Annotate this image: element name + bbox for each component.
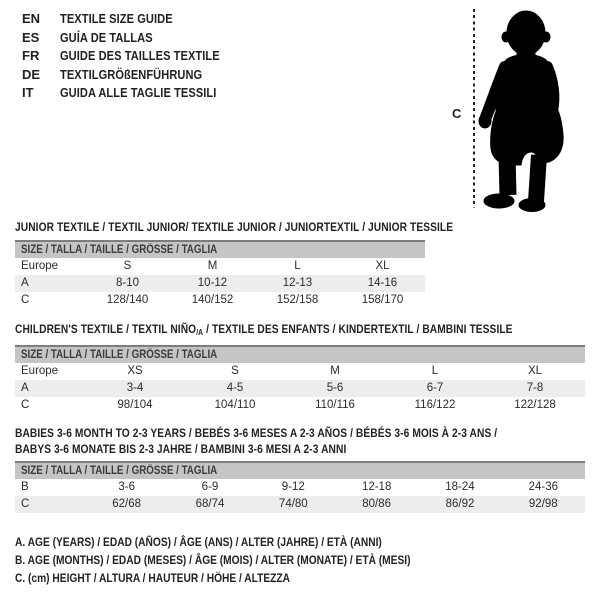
lang-code: ES [22, 29, 40, 45]
table-cell: S [123, 260, 132, 272]
table-cell: 18-24 [445, 481, 475, 493]
table-row [15, 363, 585, 380]
row-cells [85, 479, 585, 496]
height-measure-line [473, 9, 475, 208]
lang-row-fr [22, 47, 248, 66]
lang-row-de [22, 66, 248, 85]
table-row [15, 479, 585, 496]
table-cell: 68/74 [195, 498, 225, 510]
measure-legend [15, 533, 480, 587]
table-cell: 12-18 [361, 481, 392, 493]
table-cell: 6-9 [201, 481, 219, 493]
table-cell: 4-5 [226, 382, 244, 394]
junior-size-table [15, 240, 425, 309]
table-header-bar: SIZE / TALLA / TAILLE / GRÖSSE / TAGLIA [15, 461, 585, 479]
row-cells [85, 363, 585, 380]
row-cells [85, 275, 425, 292]
table-cell: 128/140 [106, 294, 149, 306]
table-cell: L [431, 365, 439, 377]
table-row [15, 275, 425, 292]
table-body [15, 258, 425, 309]
table-row [15, 496, 585, 513]
table-cell: 24-36 [528, 481, 559, 493]
table-row [15, 380, 585, 397]
row-label: C [21, 294, 30, 306]
table-cell: XL [527, 365, 543, 377]
table-cell: 8-10 [115, 277, 140, 289]
table-cell: 140/152 [191, 294, 234, 306]
table-body [15, 479, 585, 513]
table-cell: 104/110 [214, 399, 256, 411]
table-cell: 158/170 [361, 294, 404, 306]
row-cells [85, 380, 585, 397]
row-label: A [21, 382, 29, 394]
table-cell: 10-12 [197, 277, 228, 289]
row-cells [85, 397, 585, 414]
table-cell: 12-13 [282, 277, 313, 289]
table-row [15, 397, 585, 414]
babies-table-title-line2: BABYS 3-6 MONATE BIS 2-3 JAHRE / BAMBINI 3-6 MESI A 2-3 ANNI [15, 442, 347, 456]
row-label: Europe [21, 260, 59, 272]
table-cell: M [207, 260, 218, 272]
table-cell: 92/98 [528, 498, 558, 510]
junior-table-title: JUNIOR TEXTILE / TEXTIL JUNIOR/ TEXTILE JUNIOR / JUNIORTEXTIL / JUNIOR TESSILE [15, 220, 454, 234]
row-label: C [21, 399, 30, 411]
row-label: C [21, 498, 30, 510]
table-row [15, 292, 425, 309]
babies-size-table [15, 461, 585, 513]
lang-row-it [22, 84, 248, 103]
table-cell: 3-4 [126, 382, 144, 394]
lang-code: FR [22, 48, 40, 64]
table-cell: 14-16 [367, 277, 398, 289]
row-label: A [21, 277, 29, 289]
table-cell: 122/128 [514, 399, 556, 411]
row-label: B [21, 481, 29, 493]
subscript-a: /A [196, 328, 204, 337]
table-cell: 98/104 [117, 399, 153, 411]
table-cell: S [231, 365, 239, 377]
table-body [15, 363, 585, 414]
table-cell: 9-12 [281, 481, 305, 493]
table-cell: 5-6 [326, 382, 344, 394]
table-cell: 74/80 [278, 498, 308, 510]
lang-row-en [22, 10, 248, 29]
table-cell: 152/158 [276, 294, 319, 306]
table-cell: 110/116 [315, 399, 355, 411]
row-label: Europe [21, 365, 59, 377]
lang-code: IT [22, 85, 34, 101]
row-cells [85, 292, 425, 309]
height-label: C [452, 106, 462, 121]
table-row [15, 258, 425, 275]
children-size-table [15, 345, 585, 414]
baby-silhouette-icon [477, 5, 595, 212]
lang-label: GUIDE DES TAILLES TEXTILE [60, 48, 220, 64]
table-cell: M [330, 365, 340, 377]
table-cell: 116/122 [414, 399, 456, 411]
table-cell: 80/86 [362, 498, 392, 510]
babies-table-title-line1: BABIES 3-6 MONTH TO 2-3 YEARS / BEBÉS 3-6 MESES A 2-3 AÑOS / BÉBÉS 3-6 MOIS À 2-3 ANS / [15, 426, 498, 440]
table-cell: 62/68 [112, 498, 142, 510]
lang-label: TEXTILGRÖßENFÜHRUNG [60, 66, 203, 82]
lang-row-es [22, 29, 248, 48]
table-cell: 86/92 [445, 498, 475, 510]
table-cell: XS [127, 365, 143, 377]
row-cells [85, 258, 425, 275]
row-cells [85, 496, 585, 513]
legend-line-c: C. (cm) HEIGHT / ALTURA / HAUTEUR / HÖHE / ALTEZZA [15, 571, 291, 585]
language-title-list [22, 10, 248, 103]
table-header-bar: SIZE / TALLA / TAILLE / GRÖSSE / TAGLIA [15, 240, 425, 258]
children-table-title: CHILDREN'S TEXTILE / TEXTIL $NIÑO_{/A}$ / TEXTILE DES ENFANTS / KINDERTEXTIL / BAMBINI TESSILE [15, 322, 513, 337]
table-cell: 3-6 [118, 481, 135, 493]
legend-line-a: A. AGE (YEARS) / EDAD (AÑOS) / ÂGE (ANS) / ALTER (JAHRE) / ETÀ (ANNI) [15, 535, 382, 549]
lang-label: GUÍA DE TALLAS [60, 29, 153, 45]
table-header-bar: SIZE / TALLA / TAILLE / GRÖSSE / TAGLIA [15, 345, 585, 363]
lang-code: DE [22, 66, 41, 82]
lang-label: TEXTILE SIZE GUIDE [60, 11, 173, 26]
table-cell: L [294, 260, 301, 272]
lang-code: EN [22, 11, 41, 26]
legend-line-b: B. AGE (MONTHS) / EDAD (MESES) / ÂGE (MOIS) / ALTER (MONATE) / ETÀ (MESI) [15, 553, 411, 567]
table-cell: XL [375, 260, 390, 272]
lang-label: GUIDA ALLE TAGLIE TESSILI [60, 85, 217, 101]
table-cell: 7-8 [526, 382, 544, 394]
table-cell: 6-7 [426, 382, 444, 394]
